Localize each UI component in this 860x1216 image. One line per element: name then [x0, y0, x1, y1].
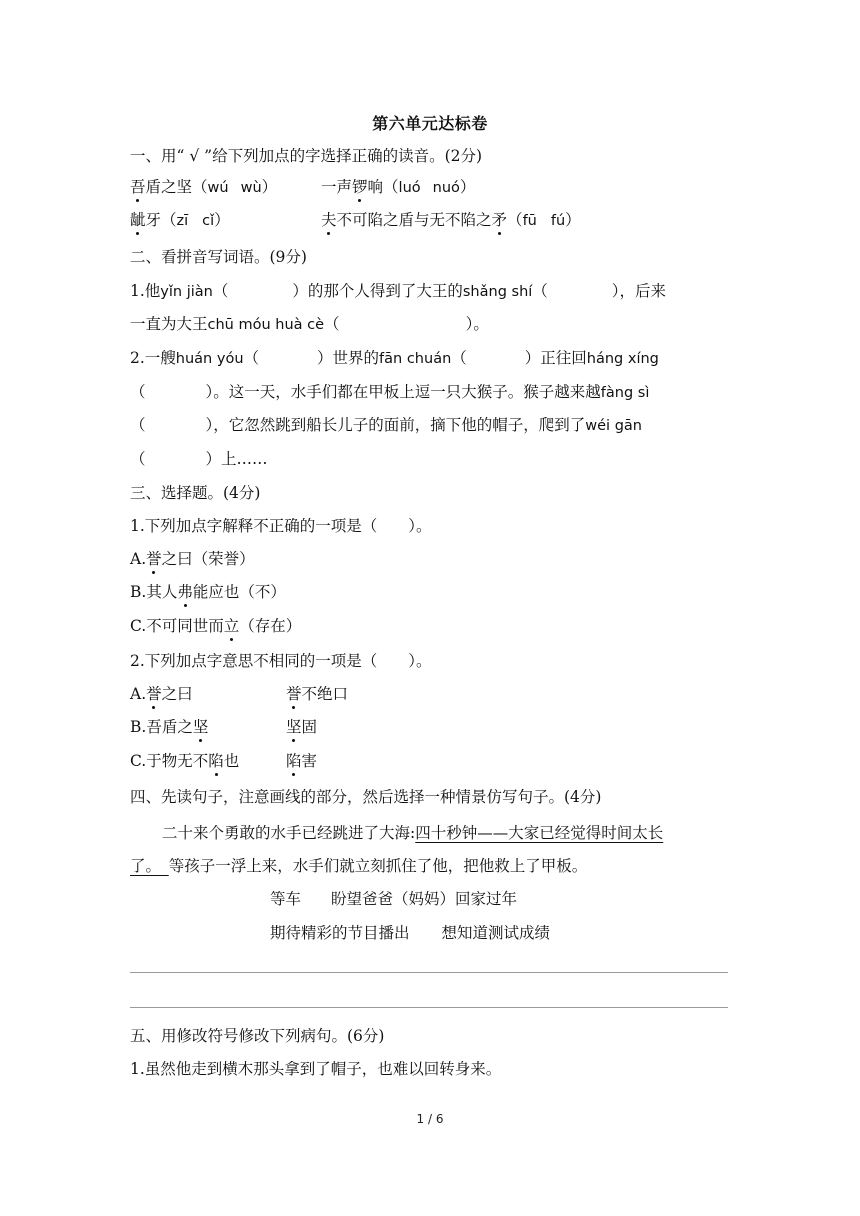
question-line: （ ）。这一天，水手们都在甲板上逗一只大猴子。猴子越来越fàng sì [130, 383, 650, 401]
dotted-char: 陷 [208, 752, 224, 770]
question-stem: 1.下列加点字解释不正确的一项是（ ）。 [130, 517, 432, 535]
dotted-char: 坚 [192, 718, 209, 736]
answer-blank[interactable]: （ [451, 349, 467, 367]
scenario-option[interactable]: 盼望爸爸（妈妈）回家过年 [331, 890, 518, 908]
question-line: （ ），它忽然跳到船长儿子的面前，摘下他的帽子，爬到了wéi gān [130, 416, 642, 434]
scenario-option[interactable]: 等车 [270, 890, 302, 908]
answer-blank[interactable]: （ [532, 282, 548, 300]
question-line: （ ）上…… [130, 450, 268, 468]
dotted-char: 立 [223, 617, 240, 635]
dotted-char: 坚 [286, 718, 302, 736]
question-line: 1.他yǐn jiàn（ ）的那个人得到了大王的shǎng shí（ ），后来 [130, 282, 667, 300]
question-line: 1.虽然他走到横木那头拿到了帽子，也难以回转身来。 [130, 1060, 502, 1078]
dotted-char: 誉 [286, 685, 302, 703]
answer-blank[interactable]: （ [243, 349, 260, 367]
dotted-char: 誉 [146, 685, 162, 703]
passage-line: 二十来个勇敢的水手已经跳进了大海:四十秒钟——大家已经觉得时间太长 [162, 824, 664, 842]
dotted-char: 吾 [130, 178, 146, 196]
answer-blank[interactable]: （ [130, 450, 146, 468]
answer-blank[interactable]: （ [324, 315, 340, 333]
scenario-row [270, 922, 730, 944]
question-row: 吾盾之坚（wú wù） 一声锣响（luó nuó） [130, 178, 476, 196]
answer-blank[interactable]: （ [212, 282, 229, 300]
choice-a[interactable]: A.誉之曰（荣誉） [130, 550, 255, 568]
question-line: 一直为大王chū móu huà cè（ ）。 [130, 315, 489, 333]
dotted-char: 誉 [146, 550, 162, 568]
underlined-text: 四十秒钟——大家已经觉得时间太长 [415, 824, 664, 842]
section-5-heading: 五、用修改符号修改下列病句。(6分) [130, 1027, 385, 1045]
underlined-text: 了。 [130, 857, 162, 875]
choice-b[interactable]: B.其人弗能应也（不） [130, 583, 286, 601]
section-4-heading: 四、先读句子，注意画线的部分，然后选择一种情景仿写句子。(4分) [130, 788, 602, 806]
dotted-char: 夫 [321, 211, 337, 229]
scenario-option[interactable]: 期待精彩的节目播出 [270, 924, 410, 942]
answer-blank[interactable]: （ [130, 383, 146, 401]
choice-b[interactable]: B.吾盾之坚 坚固 [130, 718, 318, 736]
question-stem: 2.下列加点字意思不相同的一项是（ ）。 [130, 652, 432, 670]
dotted-char: 弗 [177, 583, 193, 601]
dotted-char: 龇 [130, 211, 146, 229]
answer-blank[interactable]: （ [130, 416, 146, 434]
page-title: 第六单元达标卷 [372, 114, 488, 133]
answer-line[interactable] [130, 1007, 728, 1008]
choice-c[interactable]: C.不可同世而立（存在） [130, 617, 302, 635]
dotted-char: 矛 [491, 211, 508, 229]
scenario-option[interactable]: 想知道测试成绩 [441, 924, 551, 942]
section-2-heading: 二、看拼音写词语。(9分) [130, 248, 307, 266]
scenario-row [270, 888, 730, 910]
choice-a[interactable]: A.誉之曰 誉不绝口 [130, 685, 349, 703]
answer-line[interactable] [130, 972, 728, 973]
page-number: 1 / 6 [416, 1112, 444, 1126]
section-1-heading: 一、用“ √ ”给下列加点的字选择正确的读音。(2分) [130, 147, 483, 165]
dotted-char: 锣 [352, 178, 368, 196]
question-line: 2.一艘huán yóu（ ）世界的fān chuán（ ）正往回háng xíng [130, 349, 659, 367]
passage-line: 了。 等孩子一浮上来，水手们就立刻抓住了他，把他救上了甲板。 [130, 857, 588, 875]
section-3-heading: 三、选择题。(4分) [130, 484, 261, 502]
dotted-char: 陷 [286, 752, 302, 770]
choice-c[interactable]: C.于物无不陷也 陷害 [130, 752, 318, 770]
question-row: 龇牙（zī cǐ） 夫不可陷之盾与无不陷之矛（fū fú） [130, 211, 581, 229]
